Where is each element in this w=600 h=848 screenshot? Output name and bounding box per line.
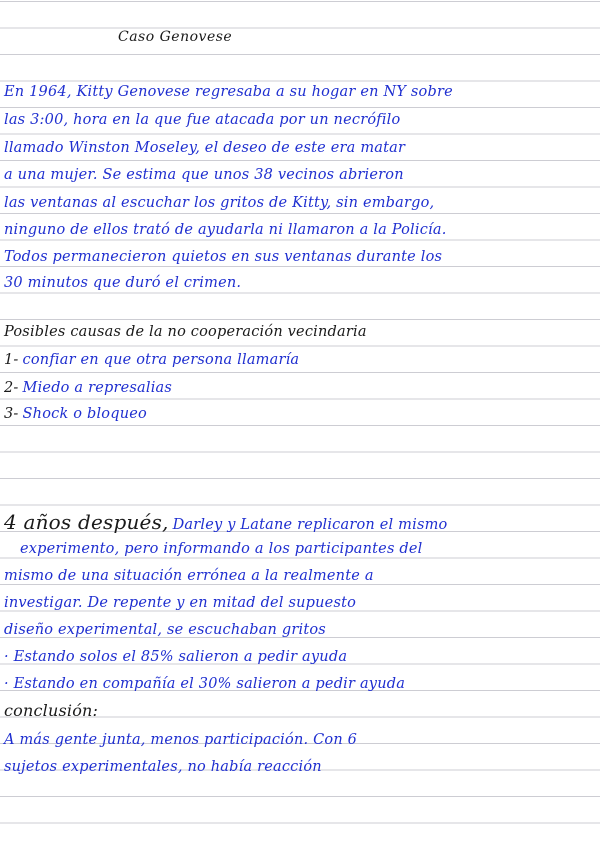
causes-heading: Posibles causas de la no cooperación vecindaria	[4, 324, 367, 340]
experiment-bullet-alone: · Estando solos el 85% salieron a pedir ayuda	[4, 649, 348, 665]
cause-item-3	[4, 407, 147, 422]
case-line-7: Todos permanecieron quietos en sus ventanas durante los	[4, 249, 443, 265]
experiment-lead: 4 años después,	[4, 510, 169, 534]
conclusion-line-2: sujetos experimentales, no había reacción	[4, 759, 322, 775]
case-line-5: las ventanas al escuchar los gritos de Kitty, sin embargo,	[4, 195, 435, 211]
case-line-1: En 1964, Kitty Genovese regresaba a su hogar en NY sobre	[4, 84, 453, 100]
experiment-bullet-group: · Estando en compañía el 30% salieron a pedir ayuda	[4, 676, 406, 692]
conclusion-heading: conclusión:	[4, 701, 99, 720]
case-line-2: las 3:00, hora en la que fue atacada por un necrófilo	[4, 112, 401, 128]
cause-text: Shock o bloqueo	[22, 406, 147, 422]
case-line-6: ninguno de ellos trató de ayudarla ni llamaron a la Policía.	[4, 222, 447, 238]
experiment-line-1	[4, 512, 447, 533]
experiment-line-1-rest: Darley y Latane replicaron el mismo	[172, 517, 448, 533]
experiment-line-4: investigar. De repente y en mitad del supuesto	[4, 595, 357, 611]
cause-number: 3-	[4, 406, 19, 422]
experiment-line-3: mismo de una situación errónea a la realmente a	[4, 568, 374, 584]
cause-number: 1-	[4, 352, 19, 368]
case-line-3: llamado Winston Moseley, el deseo de este era matar	[4, 140, 406, 156]
experiment-line-2: experimento, pero informando a los participantes del	[20, 541, 423, 557]
cause-item-2	[4, 381, 172, 396]
case-line-4: a una mujer. Se estima que unos 38 vecinos abrieron	[4, 167, 404, 183]
cause-text: confiar en que otra persona llamaría	[22, 352, 300, 368]
case-line-8: 30 minutos que duró el crimen.	[4, 275, 242, 291]
cause-text: Miedo a represalias	[22, 380, 173, 396]
page-title: Caso Genovese	[118, 29, 233, 45]
conclusion-line-1: A más gente junta, menos participación. Con 6	[4, 732, 358, 748]
experiment-line-5: diseño experimental, se escuchaban gritos	[4, 622, 326, 638]
cause-number: 2-	[4, 380, 19, 396]
cause-item-1	[4, 353, 299, 368]
